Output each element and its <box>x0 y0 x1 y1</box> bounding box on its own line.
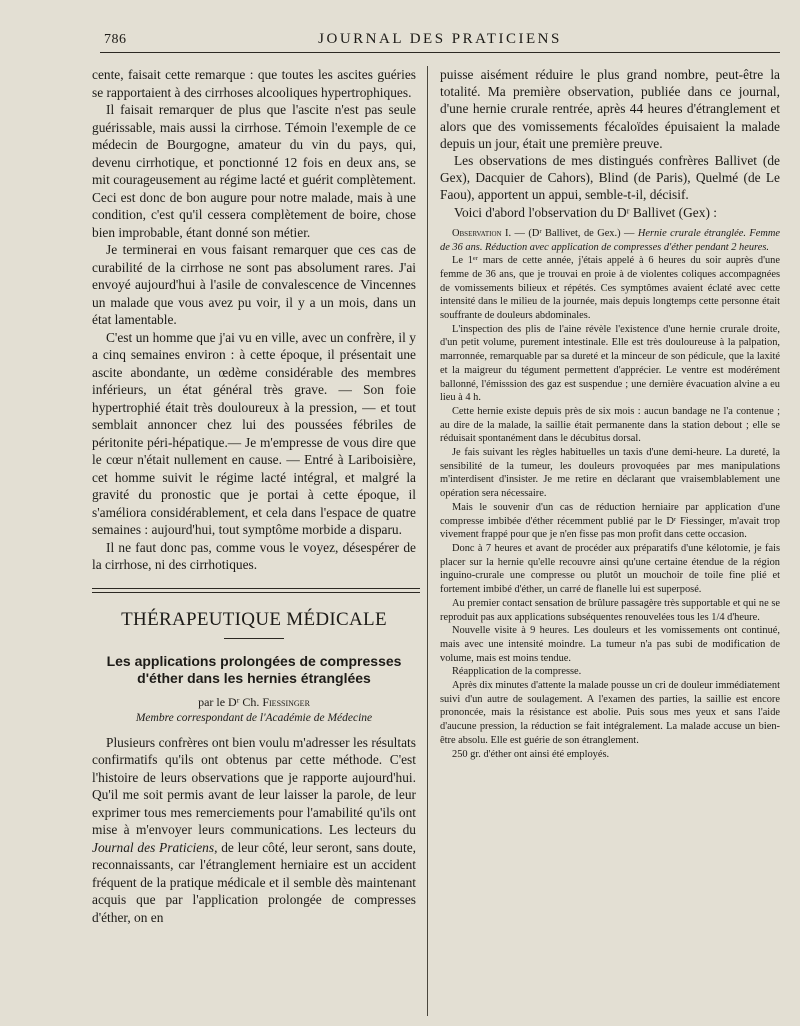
section-rule <box>92 588 420 589</box>
observation-heading <box>440 227 780 254</box>
article-body <box>92 734 416 927</box>
body-text: , de leur côté, leur seront, sans doute, reconnaissants, car l'étranglement herniaire est un accident fréquent de la pratique médicale et il semble dès maintenant acquis que par l'application prolongée de compresses d'éther, on en <box>92 839 416 925</box>
heading-rule <box>224 638 284 639</box>
paragraph: Mais le souvenir d'un cas de réduction herniaire par application d'une compresse imbibée d'éther récemment publié par le Dʳ Fiessinger, m'avait trop vivement frappé pour que je n'en fisse pas mon profit dans cette occasion. <box>440 501 780 541</box>
right-column <box>440 66 780 761</box>
article-title: Les applications prolongées de compresses d'éther dans les hernies étranglées <box>106 652 402 686</box>
paragraph: cente, faisait cette remarque : que toutes les ascites guéries se rapportaient à des cirrhoses alcooliques hypertrophiques. <box>92 67 416 100</box>
paragraph: Au premier contact sensation de brûlure passagère très supportable et qui ne se reproduit pas aux applications subséquentes renouvelées tous les 1/4 d'heure. <box>440 597 780 623</box>
paragraph: Je terminerai en vous faisant remarquer que ces cas de curabilité de la cirrhose ne sont pas absolument rares. J'ai envoyé aujourd'hui à l'asile de convalescence de Vincennes un malade que vous avez pu voir, il y a un mois, dans un état lamentable. <box>92 242 416 327</box>
paragraph <box>92 734 416 927</box>
observation-label: Observation <box>452 227 502 239</box>
paragraph: puisse aisément réduire le plus grand nombre, peut-être la totalité. Ma première observation, publiée dans ce journal, d'une hernie crurale rentrée, après 44 heures d'étranglement et alors que des vomissements fécaloïdes épuisaient la malade depuis un jour, était une première preuve. <box>440 67 780 151</box>
byline <box>92 695 416 710</box>
author-name: Fiessinger <box>262 694 310 709</box>
observation-number: I. — (Dʳ Ballivet, de Gex.) — <box>501 227 638 239</box>
author-affiliation: Membre correspondant de l'Académie de Médecine <box>135 711 373 724</box>
paragraph: 250 gr. d'éther ont ainsi été employés. <box>452 748 610 760</box>
paragraph: Réapplication de la compresse. <box>452 666 582 678</box>
body-text: Plusieurs confrères ont bien voulu m'adresser les résultats confirmatifs qu'ils ont obtenus par cette méthode. C'est l'histoire de leurs observations que je rapporte aujourd'hui. Qu'il me soit permis avant de leur laisser la parole, de leur exprimer tous mes remerciements pour l'amabilité qu'ils ont mise à m'envoyer leurs communications. Les lecteurs du <box>92 734 416 837</box>
journal-name: Journal des Praticiens <box>92 839 215 855</box>
left-column <box>92 66 416 926</box>
paragraph: Après dix minutes d'attente la malade pousse un cri de douleur immédiatement suivi d'un autre de soulagement. A l'examen des parties, la saillie est encore prononcée, mais la résistance est abolie. Puis sous mes yeux et sans l'aide d'aucune pression, la réduction se fait intégralement. La malade accuse un bien-être absolu. Elle est guérie de son étranglement. <box>440 680 780 746</box>
journal-title: JOURNAL DES PRATICIENS <box>318 31 562 47</box>
paragraph: Donc à 7 heures et avant de procéder aux préparatifs d'une kélotomie, je fais placer sur la hernie qu'elle recouvre ainsi qu'une certaine étendue de la région inguino-crurale une compresse ou plutôt un mouchoir de toile fine plié et fortement imbibé d'éther, un carré de flanelle lui est superposé. <box>440 543 780 596</box>
paragraph: Il faisait remarquer de plus que l'ascite n'est pas seule guérissable, mais aussi la cirrhose. Témoin l'exemple de ce médecin de Bourgogne, amateur du vin du pays, qui, devenu cirrhotique, et ponctionné 12 fois en deux ans, se mit courageusement au régime lacté et guérit complètement. Ceci est donc de bon augure pour notre malade, mais à une condition, c'est qu'il cessera complètement de boire, chose bien improbable, étant donné son métier. <box>92 102 416 240</box>
paragraph: Voici d'abord l'observation du Dʳ Ballivet (Gex) : <box>454 204 717 220</box>
byline-prefix: par le Dʳ Ch. <box>198 694 263 709</box>
paragraph: Je fais suivant les règles habituelles un taxis d'une demi-heure. La dureté, la sensibilité de la tumeur, les douleurs provoquées par mes manipulations m'interdisent d'insister. Je me retire en déclarant que vraisemblablement une opération sera nécessaire. <box>440 447 780 500</box>
paragraph: Il ne faut donc pas, comme vous le voyez, désespérer de la cirrhose, ni des cirrhotiques. <box>92 539 416 572</box>
page-number: 786 <box>104 32 127 47</box>
observation-block <box>440 227 780 761</box>
paragraph: C'est un homme que j'ai vu en ville, avec un confrère, il y a cinq semaines environ : à cette époque, il présentait une ascite abondante, un œdème considérable des membres inférieurs, un état général très grave. — Son foie hypertrophié était très douloureux à la pression, — et tout semblait annoncer chez lui des poussées fébriles de péritonite péri-hépatique.— Je m'empresse de vous dire que le cœur n'était nullement en cause. — Entré à Lariboisière, cet homme suivit le régime lacté intégral, et malgré la gravité du pronostic que je portai à cette époque, il s'améliora considérablement, et cela dans l'espace de quatre semaines : aujourd'hui, tout symptôme morbide a disparu. <box>92 329 416 537</box>
observation-title: Hernie crurale étranglée. Femme de 36 ans. Réduction avec application de compresses d'éther pendant 2 heures. <box>440 227 780 253</box>
column-divider <box>427 66 428 1016</box>
paragraph: Le 1ᵉʳ mars de cette année, j'étais appelé à 6 heures du soir auprès d'une femme de 36 ans, que je trouvai en proie à de violentes coliques accompagnées de vomissements bilieux et répétés. Ces symptômes avaient éclaté avec cette intensité dans le milieu de la journée, mais depuis longtemps cette personne était souffrante de douleurs abdominales. <box>440 255 780 322</box>
large-text-block <box>440 66 780 221</box>
paragraph: Nouvelle visite à 9 heures. Les douleurs et les vomissements ont continué, mais avec une intensité moindre. La tumeur n'a pas subi de modification de volume, mais est moins tendue. <box>440 625 780 664</box>
page-header <box>100 28 780 53</box>
paragraph: Les observations de mes distingués confrères Ballivet (de Gex), Dacquier de Cahors), Blind (de Paris), Quelmé (de Le Faou), apportent un appui, semble-t-il, décisif. <box>440 153 780 203</box>
section-rule <box>92 592 420 593</box>
paragraph: Cette hernie existe depuis près de six mois : aucun bandage ne l'a contenue ; au dire de la malade, la saillie était permanente dans la station debout ; elle se réduisait spontanément dans le décubitus dorsal. <box>440 405 780 445</box>
section-heading: THÉRAPEUTIQUE MÉDICALE <box>121 608 387 630</box>
paragraph: L'inspection des plis de l'aine révèle l'existence d'une hernie crurale droite, d'un petit volume, purement intestinale. Elle est très douloureuse à la palpation, marronnée, remarquable par sa dureté et la minceur de son pédicule, que la laxité et la maigreur du tégument permettent d'apprécier. Le ventre est modérément ballonné, l'émisssion des gaz est suspendue ; une dernière évacuation alvine a eu lieu à 4 h. <box>440 323 780 404</box>
